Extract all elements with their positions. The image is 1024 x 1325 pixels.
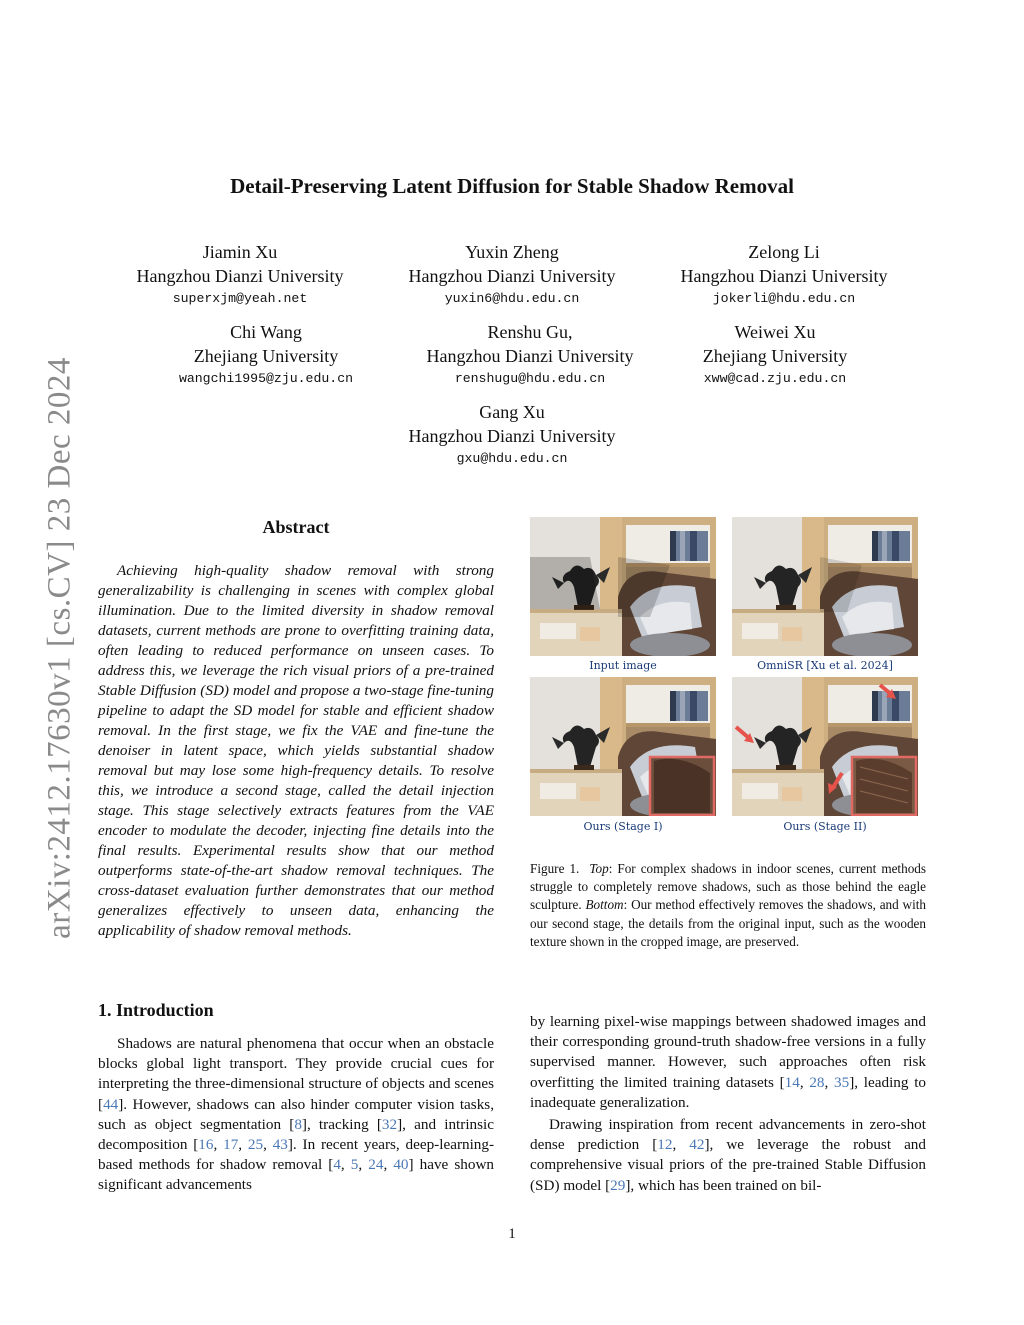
paper-title: Detail-Preserving Latent Diffusion for Stable Shadow Removal <box>230 174 794 198</box>
body-text: ] have shown significant advancements <box>98 1156 495 1194</box>
citation-link[interactable]: 17 <box>223 1136 239 1154</box>
author-email: gxu@hdu.edu.cn <box>456 451 568 466</box>
body-text: ], which has been trained on bil- <box>625 1176 822 1194</box>
author-affiliation: Hangzhou Dianzi University <box>408 426 616 446</box>
author-name: Renshu Gu, <box>487 322 573 342</box>
author-name: Yuxin Zheng <box>465 242 559 262</box>
author-email: xww@cad.zju.edu.cn <box>703 371 847 386</box>
figure-label-stage2: Ours (Stage II) <box>783 820 867 833</box>
figure-caption-top-text: : For complex shadows in indoor scenes, current methods struggle to completely remove shadows, such as those behind the eagle sculpture. <box>530 861 927 913</box>
citation-link[interactable]: 29 <box>610 1176 626 1194</box>
section-heading-introduction: 1. Introduction <box>98 1000 214 1020</box>
author-name: Gang Xu <box>479 402 545 422</box>
author-affiliation: Hangzhou Dianzi University <box>426 346 634 366</box>
author-block <box>116 320 416 386</box>
figure-caption-bottom-label: Bottom <box>585 897 624 913</box>
citation-link[interactable]: 40 <box>393 1156 409 1174</box>
page-number: 1 <box>508 1226 516 1242</box>
author-email: yuxin6@hdu.edu.cn <box>444 291 580 306</box>
citation-link[interactable]: 25 <box>247 1136 264 1154</box>
citation-link[interactable]: 43 <box>272 1136 288 1154</box>
author-email: wangchi1995@zju.edu.cn <box>178 371 354 386</box>
figure-label-omnisr: OmniSR [Xu et al. 2024] <box>757 659 893 672</box>
citation-link[interactable]: 42 <box>689 1136 705 1154</box>
author-affiliation: Hangzhou Dianzi University <box>136 266 344 286</box>
author-affiliation: Hangzhou Dianzi University <box>408 266 616 286</box>
figure-caption-prefix: Figure 1. <box>530 861 580 876</box>
figure-label-stage1: Ours (Stage I) <box>583 820 663 833</box>
figure-caption <box>530 860 926 951</box>
body-text: by learning pixel-wise mappings between shadowed images and their corresponding ground-truth shadow-free versions in a fully supervised manner. However, such approaches often risk overfitting the limited training datasets [ <box>530 1013 926 1091</box>
citation-link[interactable]: 32 <box>381 1115 398 1133</box>
figure-panel-input <box>530 517 716 656</box>
author-block <box>634 240 934 306</box>
author-affiliation: Zhejiang University <box>193 346 339 366</box>
author-block <box>90 240 390 306</box>
author-email: jokerli@hdu.edu.cn <box>712 291 856 306</box>
author-block <box>362 240 662 306</box>
citation-link[interactable]: 28 <box>809 1073 825 1091</box>
body-text: ], we leverage the robust and comprehensive visual priors of the pre-trained Stable Diffusion (SD) model [ <box>530 1136 926 1194</box>
author-name: Chi Wang <box>230 322 302 342</box>
figure-caption-top-label: Top <box>589 861 609 876</box>
author-name: Jiamin Xu <box>202 242 278 262</box>
citation-link[interactable]: 12 <box>657 1136 673 1154</box>
intro-left-column <box>98 1034 494 1196</box>
body-text: ], tracking [ <box>301 1115 382 1133</box>
intro-paragraph: by learning pixel-wise mappings between shadowed images and their corresponding ground-truth shadow-free versions in a fully supervised manner. However, such approaches often risk overfitting the limited training datasets [14, 28, 35], leading to inadequate generalization. <box>530 1013 927 1111</box>
abstract-text: Achieving high-quality shadow removal with strong generalizability is challenging in scenes with complex global illumination. Due to the limited diversity in shadow removal datasets, current methods are prone to overfitting training data, often leading to reduced performance on unseen cases. To address this, we leverage the rich visual priors of a pre-trained Stable Diffusion (SD) model and propose a two-stage fine-tuning pipeline to adapt the SD model for stable and efficient shadow removal. In the first stage, we fix the VAE and fine-tune the denoiser in latent space, which yields substantial shadow removal but may lose some high-frequency details. To resolve this, we introduce a second stage, called the detail injection stage. This stage selectively extracts features from the VAE encoder to modulate the decoder, injecting fine details into the final results. Experimental results show that our method outperforms state-of-the-art shadow removal techniques. The cross-dataset evaluation further demonstrates that our method generalizes effectively to unseen data, enhancing the applicability of shadow removal methods. <box>98 562 494 939</box>
figure-panel-stage1 <box>530 677 716 816</box>
author-email: superxjm@yeah.net <box>172 291 308 306</box>
arxiv-stamp: arXiv:2412.17630v1 [cs.CV] 23 Dec 2024 <box>41 357 78 939</box>
intro-paragraph: Shadows are natural phenomena that occur when an obstacle blocks global light transport. They provide crucial cues for interpreting the three-dimensional structure of objects and scenes [44]. However, shadows can also hinder computer vision tasks, such as object segmentation [8], tracking [32], and intrinsic decomposition [16, 17, 25, 43]. In recent years, deep-learning-based methods for shadow removal [4, 5, 24, 40] have shown significant advancements <box>98 1035 495 1194</box>
body-text: ]. In recent years, deep-learning-based methods for shadow removal [ <box>98 1136 495 1174</box>
author-affiliation: Zhejiang University <box>702 346 848 366</box>
body-text: ], leading to inadequate generalization. <box>530 1073 927 1111</box>
body-text: ], and intrinsic decomposition [ <box>98 1115 495 1154</box>
citation-link[interactable]: 14 <box>784 1073 800 1091</box>
body-text: Drawing inspiration from recent advancements in zero-shot dense prediction [ <box>530 1116 926 1154</box>
author-affiliation: Hangzhou Dianzi University <box>680 266 888 286</box>
citation-link[interactable]: 16 <box>198 1136 214 1154</box>
author-block <box>625 320 925 386</box>
author-block <box>362 400 662 466</box>
author-email: renshugu@hdu.edu.cn <box>454 371 606 386</box>
figure-panel-omnisr <box>732 517 918 656</box>
citation-link[interactable]: 44 <box>103 1095 119 1113</box>
citation-link[interactable]: 8 <box>294 1115 302 1133</box>
body-text: Shadows are natural phenomena that occur when an obstacle blocks global light transport. They provide crucial cues for interpreting the three-dimensional structure of objects and scenes [ <box>98 1035 495 1113</box>
figure-panel-stage2 <box>732 677 918 816</box>
citation-link[interactable]: 24 <box>368 1156 384 1174</box>
intro-right-column <box>530 1012 926 1196</box>
intro-paragraph: Drawing inspiration from recent advancements in zero-shot dense prediction [12, 42], we leverage the robust and comprehensive visual priors of the pre-trained Stable Diffusion (SD) model [29], which has been trained on bil- <box>530 1116 926 1194</box>
citation-link[interactable]: 5 <box>350 1156 359 1174</box>
figure-label-input: Input image <box>589 659 657 672</box>
author-name: Zelong Li <box>748 242 820 262</box>
body-text: ]. However, shadows can also hinder computer vision tasks, such as object segmentation [ <box>98 1095 494 1133</box>
citation-link[interactable]: 4 <box>333 1156 341 1174</box>
abstract-heading: Abstract <box>262 517 330 537</box>
citation-link[interactable]: 35 <box>834 1073 850 1091</box>
figure-caption-bottom-text: : Our method effectively removes the shadows, and with our second stage, the details from the original input, such as the wooden texture shown in the cropped image, are preserved. <box>530 897 927 949</box>
author-name: Weiwei Xu <box>734 322 816 342</box>
